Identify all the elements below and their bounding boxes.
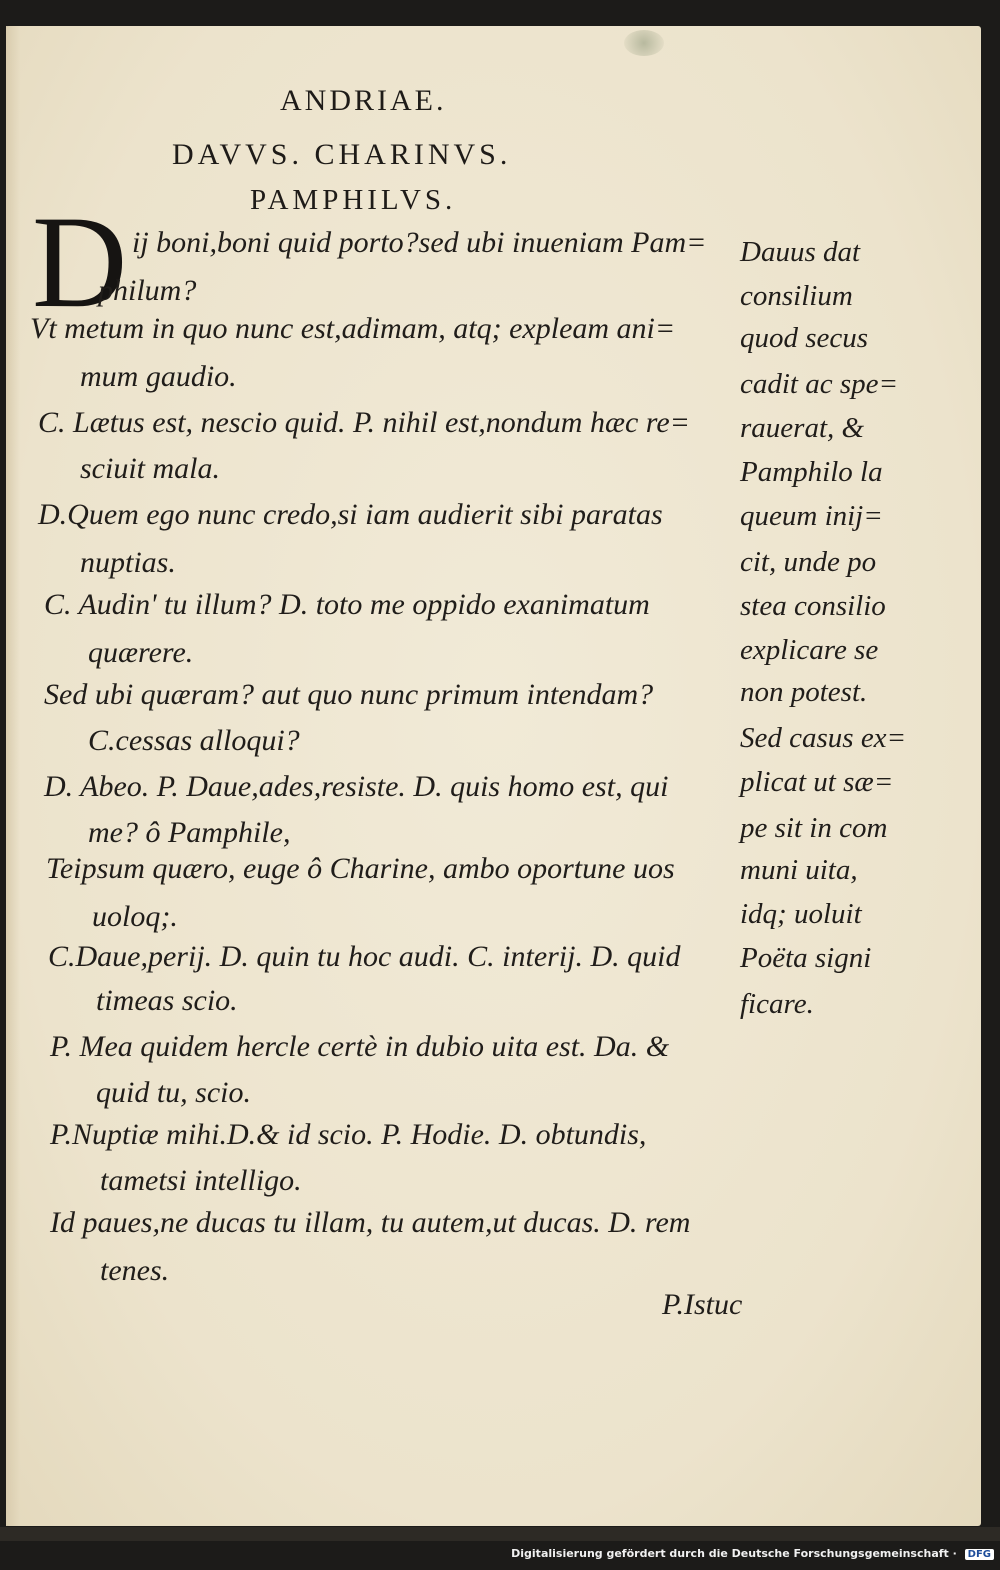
marginal-note-line: explicare se [740, 634, 879, 666]
text-line: C.Daue,perij. D. quin tu hoc audi. C. interij. D. quid [48, 940, 681, 973]
marginal-note-line: Poëta signi [740, 942, 872, 974]
text-line: quærere. [88, 636, 194, 669]
dfg-logo: DFG [965, 1549, 994, 1560]
text-line: timeas scio. [96, 984, 238, 1017]
text-line: Sed ubi quæram? aut quo nunc primum intendam? [44, 678, 654, 711]
text-line: tametsi intelligo. [100, 1164, 302, 1197]
drop-cap-initial: D [32, 188, 128, 335]
page-fold-shadow [6, 26, 20, 1526]
text-line: quid tu, scio. [96, 1076, 251, 1109]
footer-text: Digitalisierung gefördert durch die Deutsche Forschungsgemeinschaft · [511, 1547, 957, 1560]
marginal-note-line: non potest. [740, 676, 868, 708]
text-line: P. Mea quidem hercle certè in dubio uita est. Da. & [50, 1030, 670, 1063]
text-line: ij boni,boni quid porto?sed ubi inueniam Pam= [132, 226, 707, 259]
text-line: C. Lætus est, nescio quid. P. nihil est,nondum hæc re= [38, 406, 690, 439]
speakers-line-2: PAMPHILVS. [250, 184, 457, 216]
marginal-note-line: Dauus dat [740, 236, 861, 268]
speakers-line-1: DAVVS. CHARINVS. [172, 138, 512, 171]
catchword: P.Istuc [662, 1288, 743, 1321]
marginal-note-line: queum inij= [740, 500, 883, 532]
text-line: me? ô Pamphile, [88, 816, 291, 849]
text-line: uoloq;. [92, 900, 178, 933]
text-line: philum? [98, 274, 197, 307]
marginal-note-line: quod secus [740, 322, 869, 354]
marginal-note-line: idq; uoluit [740, 898, 862, 930]
text-line: C. Audin' tu illum? D. toto me oppido exanimatum [44, 588, 650, 621]
marginal-note-line: stea consilio [740, 590, 886, 622]
marginal-note-line: consilium [740, 280, 853, 312]
marginal-note-line: cit, unde po [740, 546, 877, 578]
footer-credit [511, 1547, 994, 1560]
marginal-note-line: cadit ac spe= [740, 368, 899, 400]
text-line: C.cessas alloqui? [88, 724, 300, 757]
marginal-note-line: pe sit in com [740, 812, 888, 844]
text-line: sciuit mala. [80, 452, 220, 485]
text-line: nuptias. [80, 546, 176, 579]
marginal-note-line: Sed casus ex= [740, 722, 907, 754]
running-head: ANDRIAE. [280, 84, 447, 117]
marginal-note-line: plicat ut sæ= [740, 766, 894, 798]
marginal-note-line: muni uita, [740, 854, 858, 886]
text-line: P.Nuptiæ mihi.D.& id scio. P. Hodie. D. obtundis, [50, 1118, 647, 1151]
text-line: tenes. [100, 1254, 170, 1287]
marginal-note-line: Pamphilo la [740, 456, 883, 488]
text-line: Teipsum quæro, euge ô Charine, ambo oportune uos [46, 852, 675, 885]
text-line: mum gaudio. [80, 360, 237, 393]
text-line: Vt metum in quo nunc est,adimam, atq; expleam ani= [30, 312, 676, 345]
text-line: D.Quem ego nunc credo,si iam audierit sibi paratas [38, 498, 663, 531]
scan-bottom-edge [0, 1527, 1000, 1541]
marginal-note-line: ficare. [740, 988, 814, 1020]
page-stain [624, 30, 664, 56]
marginal-note-line: rauerat, & [740, 412, 865, 444]
text-line: Id paues,ne ducas tu illam, tu autem,ut ducas. D. rem [50, 1206, 691, 1239]
text-line: D. Abeo. P. Daue,ades,resiste. D. quis homo est, qui [44, 770, 669, 803]
